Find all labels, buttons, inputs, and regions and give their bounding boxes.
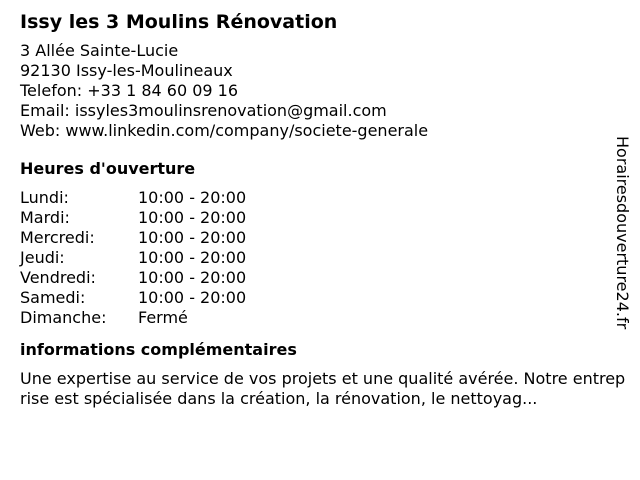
time-value: 10:00 - 20:00 (138, 288, 247, 307)
time-value: 10:00 - 20:00 (138, 188, 247, 207)
info-description: Une expertise au service de vos projets et une qualité avérée. Notre entreprise est spécialisée dans la création, la rénovation, le nettoyag... (20, 369, 626, 408)
day-label: Jeudi: (20, 248, 65, 267)
time-value: 10:00 - 20:00 (138, 248, 247, 267)
hours-row-mercredi (20, 228, 246, 248)
hours-row-dimanche (20, 308, 246, 328)
hours-row-jeudi (20, 248, 246, 268)
contact-block (20, 41, 610, 141)
info-heading: informations complémentaires (20, 340, 297, 359)
business-name: Issy les 3 Moulins Rénovation (20, 11, 338, 33)
web-line: Web: www.linkedin.com/company/societe-generale (20, 121, 429, 140)
time-value: 10:00 - 20:00 (138, 208, 247, 227)
day-label: Lundi: (20, 188, 69, 207)
hours-row-samedi (20, 288, 246, 308)
day-label: Mercredi: (20, 228, 95, 247)
city-address: 92130 Issy-les-Moulineaux (20, 61, 233, 80)
site-watermark: Horairesdouverture24.fr (613, 136, 632, 330)
hours-row-lundi (20, 188, 246, 208)
phone-line: Telefon: +33 1 84 60 09 16 (20, 81, 239, 100)
hours-heading: Heures d'ouverture (20, 159, 196, 178)
opening-hours-table (20, 188, 246, 328)
time-value: 10:00 - 20:00 (138, 268, 247, 287)
street-address: 3 Allée Sainte-Lucie (20, 41, 179, 60)
day-label: Dimanche: (20, 308, 107, 327)
time-value: Fermé (138, 308, 188, 327)
hours-row-mardi (20, 208, 246, 228)
email-line: Email: issyles3moulinsrenovation@gmail.com (20, 101, 387, 120)
time-value: 10:00 - 20:00 (138, 228, 247, 247)
hours-row-vendredi (20, 268, 246, 288)
day-label: Samedi: (20, 288, 86, 307)
day-label: Mardi: (20, 208, 70, 227)
day-label: Vendredi: (20, 268, 96, 287)
